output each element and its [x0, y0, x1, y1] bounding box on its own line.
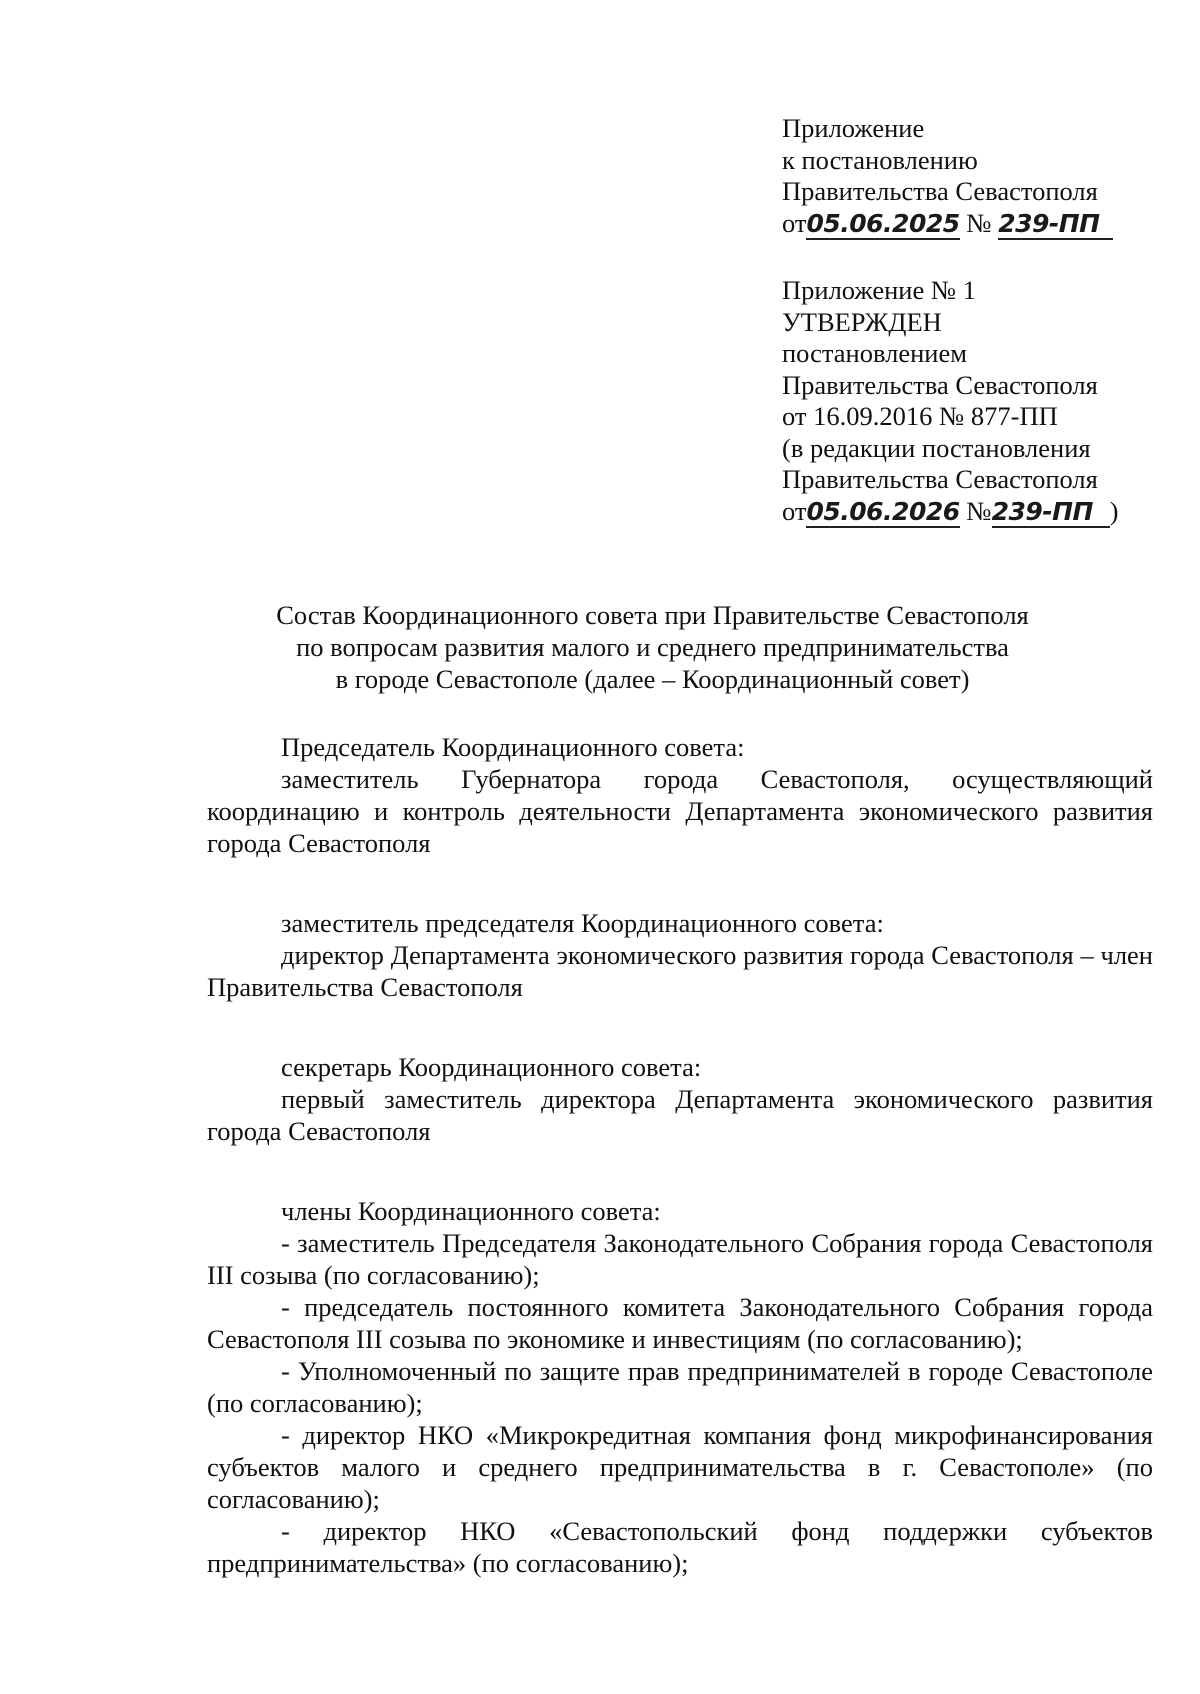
annex-line-2: к постановлению — [782, 144, 978, 175]
annex-number: Приложение № 1 — [782, 275, 977, 305]
title-line-2: по вопросам развития малого и среднего предпринимательства — [296, 632, 1009, 662]
deputy-chairman-label: заместитель председателя Координационного совета: — [281, 908, 884, 938]
document-title — [150, 599, 1155, 695]
annex-header — [782, 113, 1113, 240]
title-line-1: Состав Координационного совета при Правительстве Севастополя — [276, 600, 1029, 630]
member-item: - заместитель Председателя Законодательного Собрания города Севастополя III созыва (по согласованию); — [207, 1228, 1153, 1290]
handwritten-date: 05.06.2025 — [806, 208, 960, 238]
council-composition — [207, 731, 1153, 1579]
approval-government: Правительства Севастополя — [782, 369, 1098, 400]
deputy-chairman-text: директор Департамента экономического развития города Севастополя – член Правительства Севастополя — [207, 940, 1153, 1002]
approval-block — [782, 275, 1118, 528]
annex-title: Приложение — [782, 113, 925, 143]
chairman-label: Председатель Координационного совета: — [281, 732, 745, 762]
edition-date-line — [782, 496, 1118, 528]
annex-line-3: Правительства Севастополя — [782, 176, 1098, 206]
by-resolution: постановлением — [782, 338, 967, 368]
title-line-3: в городе Севастополе (далее – Координационный совет) — [335, 664, 970, 694]
number-sign: № — [966, 207, 992, 238]
member-item: - председатель постоянного комитета Законодательного Собрания города Севастополя III созыва по экономике и инвестициям (по согласованию); — [207, 1292, 1153, 1354]
handwritten-date: 05.06.2026 — [806, 496, 960, 526]
secretary-label: секретарь Координационного совета: — [281, 1052, 702, 1082]
edition-government: Правительства Севастополя — [782, 464, 1098, 494]
chairman-text: заместитель Губернатора города Севастополя, осуществляющий координацию и контроль деятельности Департамента экономического развития города Севастополя — [207, 764, 1153, 858]
members-label: члены Координационного совета: — [281, 1196, 661, 1226]
member-item: - директор НКО «Севастопольский фонд поддержки субъектов предпринимательства» (по согласованию); — [207, 1516, 1153, 1578]
date-prefix: от — [782, 495, 807, 526]
date-prefix: от — [782, 207, 807, 238]
handwritten-number: 239-ПП — [992, 498, 1110, 528]
handwritten-number: 239-ПП — [998, 210, 1113, 240]
member-item: - Уполномоченный по защите прав предпринимателей в городе Севастополе (по согласованию); — [207, 1356, 1153, 1418]
member-item: - директор НКО «Микрокредитная компания фонд микрофинансирования субъектов малого и среднего предпринимательства в г. Севастополе» (по согласованию); — [207, 1420, 1153, 1514]
original-reference: от 16.09.2016 № 877-ПП — [782, 401, 1058, 431]
approved-label: УТВЕРЖДЕН — [782, 306, 942, 337]
closing-paren: ) — [1109, 495, 1119, 526]
annex-date-line — [782, 208, 1113, 240]
edition-line: (в редакции постановления — [782, 432, 1091, 463]
secretary-text: первый заместитель директора Департамента экономического развития города Севастополя — [207, 1084, 1153, 1146]
number-sign: № — [966, 495, 992, 526]
